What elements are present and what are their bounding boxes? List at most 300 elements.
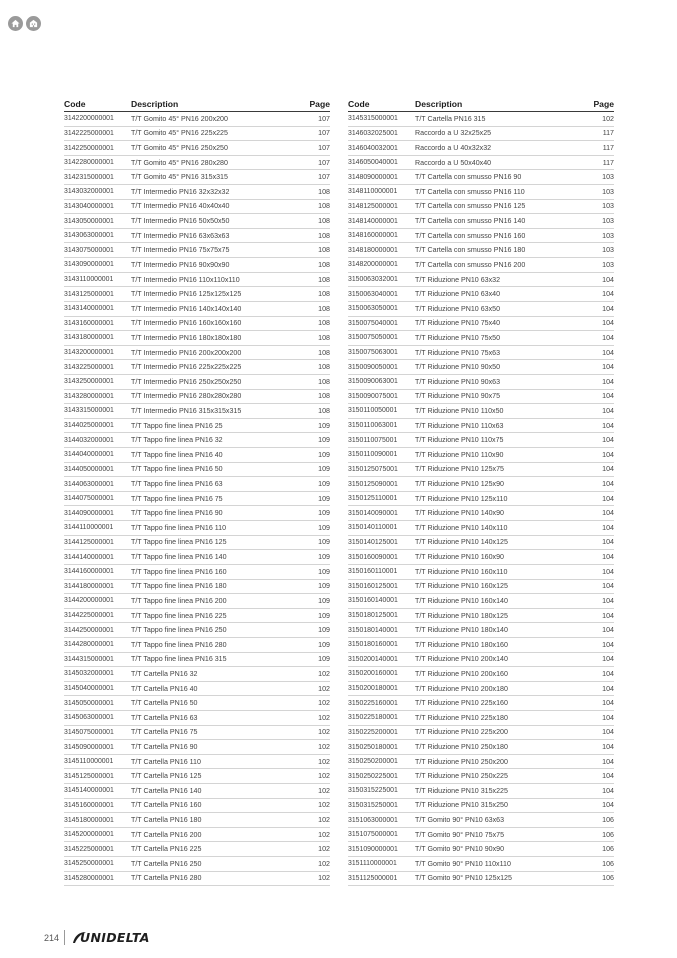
cell-page: 103 [585,228,614,243]
cell-description: T/T Cartella PN16 180 [131,813,301,828]
table-row [348,389,614,404]
cell-description: T/T Riduzione PN10 75x40 [415,316,585,331]
cell-description: T/T Intermedio PN16 280x280x280 [131,389,301,404]
cell-page: 104 [585,652,614,667]
table-row [348,243,614,258]
cell-description: T/T Cartella con smusso PN16 160 [415,228,585,243]
table-row [64,112,330,127]
cell-page: 104 [585,550,614,565]
table-row [64,462,330,477]
cell-description: T/T Cartella con smusso PN16 200 [415,258,585,273]
table-row [64,550,330,565]
table-header-row [348,97,614,112]
cell-description: T/T Gomito 90° PN10 90x90 [415,842,585,857]
cell-code: 3144125000001 [64,535,131,550]
cell-page: 104 [585,404,614,419]
cell-description: T/T Riduzione PN10 200x160 [415,667,585,682]
cell-code: 3150110063001 [348,418,415,433]
cell-description: T/T Cartella PN16 40 [131,681,301,696]
cell-page: 108 [301,185,330,200]
cell-description: T/T Tappo fine linea PN16 180 [131,579,301,594]
table-row [348,126,614,141]
table-row [348,404,614,419]
cell-code: 3150140110001 [348,521,415,536]
cell-description: Raccordo a U 32x25x25 [415,126,585,141]
table-row [64,521,330,536]
home-button[interactable] [8,16,23,31]
page-footer [44,930,150,945]
code-table-left [64,97,330,886]
table-row [64,857,330,872]
cell-description: T/T Gomito 45° PN16 280x280 [131,155,301,170]
table-row [348,360,614,375]
cell-page: 102 [301,842,330,857]
cell-page: 103 [585,243,614,258]
table-row [348,857,614,872]
cell-page: 117 [585,126,614,141]
table-row [348,345,614,360]
cell-description: T/T Tappo fine linea PN16 125 [131,535,301,550]
cell-page: 108 [301,404,330,419]
cell-description: T/T Gomito 45° PN16 250x250 [131,141,301,156]
table-row [348,608,614,623]
table-row [348,214,614,229]
cell-description: T/T Cartella con smusso PN16 180 [415,243,585,258]
table-row [348,827,614,842]
cell-description: T/T Riduzione PN10 200x140 [415,652,585,667]
table-row [348,871,614,886]
table-row [348,112,614,127]
cell-page: 107 [301,155,330,170]
cell-description: T/T Tappo fine linea PN16 225 [131,608,301,623]
table-row [64,170,330,185]
table-row [64,725,330,740]
table-row [64,842,330,857]
cell-page: 109 [301,652,330,667]
cell-code: 3143110000001 [64,272,131,287]
cell-page: 104 [585,667,614,682]
cell-code: 3150315225001 [348,784,415,799]
cell-code: 3150063050001 [348,301,415,316]
cell-description: T/T Intermedio PN16 250x250x250 [131,374,301,389]
cell-page: 104 [585,316,614,331]
table-row [64,141,330,156]
cell-description: T/T Riduzione PN10 250x225 [415,769,585,784]
cell-code: 3151075000001 [348,827,415,842]
table-row [64,506,330,521]
cell-code: 3143280000001 [64,389,131,404]
cell-description: T/T Riduzione PN10 200x180 [415,681,585,696]
table-row [64,272,330,287]
cell-page: 104 [585,784,614,799]
cell-code: 3145032000001 [64,667,131,682]
cell-description: T/T Intermedio PN16 90x90x90 [131,258,301,273]
cell-code: 3148140000001 [348,214,415,229]
cell-description: T/T Riduzione PN10 63x32 [415,272,585,287]
table-row [64,404,330,419]
cell-code: 3150160125001 [348,579,415,594]
cell-page: 104 [585,579,614,594]
cell-page: 104 [585,331,614,346]
cell-description: T/T Riduzione PN10 90x50 [415,360,585,375]
cell-description: T/T Intermedio PN16 225x225x225 [131,360,301,375]
table-row [64,477,330,492]
cell-code: 3151110000001 [348,857,415,872]
table-row [64,491,330,506]
cell-page: 108 [301,331,330,346]
table-row [64,681,330,696]
cell-code: 3145180000001 [64,813,131,828]
cell-code: 3144180000001 [64,579,131,594]
table-row [348,462,614,477]
cell-page: 108 [301,287,330,302]
cell-description: T/T Riduzione PN10 90x75 [415,389,585,404]
cell-description: T/T Riduzione PN10 63x40 [415,287,585,302]
table-row [348,681,614,696]
cell-code: 3150225180001 [348,710,415,725]
cell-description: T/T Cartella PN16 75 [131,725,301,740]
cell-code: 3150063040001 [348,287,415,302]
cell-code: 3150180125001 [348,608,415,623]
cell-code: 3150250200001 [348,754,415,769]
cell-description: T/T Cartella PN16 250 [131,857,301,872]
cell-page: 108 [301,258,330,273]
table-row [64,228,330,243]
cell-code: 3144040000001 [64,448,131,463]
cell-description: T/T Riduzione PN10 140x125 [415,535,585,550]
cell-description: T/T Riduzione PN10 225x200 [415,725,585,740]
table-row [348,433,614,448]
table-row [64,448,330,463]
cell-page: 103 [585,258,614,273]
cell-code: 3145075000001 [64,725,131,740]
table-row [348,316,614,331]
cell-code: 3143160000001 [64,316,131,331]
table-row [64,594,330,609]
cell-code: 3145160000001 [64,798,131,813]
cell-description: T/T Intermedio PN16 200x200x200 [131,345,301,360]
cell-code: 3150160090001 [348,550,415,565]
table-row [348,199,614,214]
cell-page: 108 [301,345,330,360]
cell-page: 104 [585,462,614,477]
cell-code: 3150075040001 [348,316,415,331]
cell-description: T/T Intermedio PN16 63x63x63 [131,228,301,243]
table-row [348,185,614,200]
building-icon [29,19,38,28]
cell-page: 109 [301,448,330,463]
cell-page: 102 [301,710,330,725]
cell-page: 109 [301,535,330,550]
cell-code: 3144050000001 [64,462,131,477]
cell-description: T/T Intermedio PN16 110x110x110 [131,272,301,287]
cell-code: 3150125075001 [348,462,415,477]
cell-page: 117 [585,155,614,170]
cell-description: T/T Gomito 45° PN16 200x200 [131,112,301,127]
cell-description: T/T Gomito 90° PN10 75x75 [415,827,585,842]
table-row [64,564,330,579]
page-number: 214 [44,932,60,943]
cell-code: 3145050000001 [64,696,131,711]
header-description: Description [131,97,301,112]
cell-description: T/T Riduzione PN10 125x90 [415,477,585,492]
cell-page: 104 [585,389,614,404]
cell-code: 3150315250001 [348,798,415,813]
cell-page: 108 [301,199,330,214]
cell-page: 107 [301,126,330,141]
cell-page: 102 [301,725,330,740]
cell-page: 106 [585,827,614,842]
cell-page: 103 [585,185,614,200]
table-row [348,579,614,594]
cell-description: T/T Riduzione PN10 110x90 [415,448,585,463]
cell-code: 3144200000001 [64,594,131,609]
cell-description: T/T Gomito 90° PN10 63x63 [415,813,585,828]
cell-description: T/T Tappo fine linea PN16 280 [131,637,301,652]
cell-page: 102 [585,112,614,127]
cell-code: 3150110075001 [348,433,415,448]
cell-code: 3143125000001 [64,287,131,302]
cell-page: 108 [301,243,330,258]
cell-page: 104 [585,608,614,623]
cell-description: T/T Tappo fine linea PN16 90 [131,506,301,521]
table-row [64,389,330,404]
cell-page: 106 [585,857,614,872]
cell-description: T/T Cartella PN16 32 [131,667,301,682]
cell-code: 3150063032001 [348,272,415,287]
cell-code: 3145110000001 [64,754,131,769]
cell-code: 3150200140001 [348,652,415,667]
cell-code: 3145040000001 [64,681,131,696]
cell-page: 117 [585,141,614,156]
cell-description: T/T Cartella PN16 315 [415,112,585,127]
cell-code: 3142280000001 [64,155,131,170]
cell-page: 104 [585,418,614,433]
cell-code: 3150225200001 [348,725,415,740]
table-row [348,594,614,609]
cell-code: 3143063000001 [64,228,131,243]
cell-page: 102 [301,798,330,813]
cell-description: Raccordo a U 50x40x40 [415,155,585,170]
table-row [348,740,614,755]
cell-description: T/T Riduzione PN10 180x125 [415,608,585,623]
cell-code: 3144250000001 [64,623,131,638]
cell-description: T/T Riduzione PN10 140x90 [415,506,585,521]
table-row [64,199,330,214]
table-body-right [348,112,614,886]
cell-description: T/T Riduzione PN10 250x180 [415,740,585,755]
cell-code: 3142315000001 [64,170,131,185]
table-row [64,710,330,725]
cell-code: 3145200000001 [64,827,131,842]
table-row [64,535,330,550]
header-page: Page [585,97,614,112]
table-row [64,331,330,346]
cell-page: 104 [585,637,614,652]
cell-description: T/T Cartella PN16 63 [131,710,301,725]
table-row [348,141,614,156]
cell-code: 3150160140001 [348,594,415,609]
cell-page: 109 [301,506,330,521]
cell-code: 3150110090001 [348,448,415,463]
cell-description: T/T Riduzione PN10 315x250 [415,798,585,813]
cell-page: 109 [301,477,330,492]
table-row [64,301,330,316]
cell-page: 104 [585,272,614,287]
building-button[interactable] [26,16,41,31]
cell-page: 104 [585,287,614,302]
cell-code: 3143225000001 [64,360,131,375]
cell-description: T/T Riduzione PN10 110x75 [415,433,585,448]
cell-code: 3144140000001 [64,550,131,565]
table-row [348,331,614,346]
cell-page: 102 [301,784,330,799]
cell-page: 104 [585,710,614,725]
cell-code: 3144025000001 [64,418,131,433]
cell-code: 3144075000001 [64,491,131,506]
cell-code: 3148160000001 [348,228,415,243]
cell-page: 107 [301,170,330,185]
cell-code: 3143032000001 [64,185,131,200]
cell-page: 109 [301,594,330,609]
table-row [348,784,614,799]
table-row [348,813,614,828]
table-row [64,667,330,682]
table-row [348,550,614,565]
table-row [348,448,614,463]
cell-code: 3150225160001 [348,696,415,711]
cell-description: T/T Tappo fine linea PN16 315 [131,652,301,667]
table-row [64,827,330,842]
cell-page: 104 [585,433,614,448]
cell-description: T/T Intermedio PN16 160x160x160 [131,316,301,331]
table-row [64,579,330,594]
cell-description: T/T Tappo fine linea PN16 40 [131,448,301,463]
cell-page: 104 [585,374,614,389]
cell-page: 102 [301,769,330,784]
table-body-left [64,112,330,886]
cell-page: 104 [585,754,614,769]
cell-code: 3144032000001 [64,433,131,448]
cell-code: 3144110000001 [64,521,131,536]
header-code: Code [348,97,415,112]
cell-page: 108 [301,316,330,331]
cell-description: T/T Tappo fine linea PN16 63 [131,477,301,492]
cell-description: T/T Tappo fine linea PN16 50 [131,462,301,477]
table-row [64,360,330,375]
cell-page: 104 [585,564,614,579]
table-row [348,667,614,682]
table-row [348,506,614,521]
table-row [64,316,330,331]
table-row [64,798,330,813]
cell-description: T/T Intermedio PN16 32x32x32 [131,185,301,200]
table-row [348,754,614,769]
logo-text: UNIDELTA [80,930,150,945]
cell-description: T/T Riduzione PN10 315x225 [415,784,585,799]
table-row [348,287,614,302]
table-row [64,813,330,828]
cell-code: 3150180160001 [348,637,415,652]
cell-code: 3150140090001 [348,506,415,521]
cell-description: T/T Gomito 45° PN16 315x315 [131,170,301,185]
cell-description: T/T Riduzione PN10 63x50 [415,301,585,316]
cell-code: 3143040000001 [64,199,131,214]
cell-page: 104 [585,740,614,755]
cell-description: T/T Cartella PN16 110 [131,754,301,769]
cell-page: 109 [301,623,330,638]
cell-page: 108 [301,228,330,243]
table-row [348,696,614,711]
cell-description: T/T Riduzione PN10 225x180 [415,710,585,725]
cell-page: 108 [301,389,330,404]
cell-page: 107 [301,141,330,156]
table-row [64,287,330,302]
table-row [348,637,614,652]
cell-code: 3148180000001 [348,243,415,258]
table-row [348,228,614,243]
table-row [64,784,330,799]
cell-page: 104 [585,725,614,740]
cell-code: 3145063000001 [64,710,131,725]
cell-description: T/T Cartella con smusso PN16 110 [415,185,585,200]
cell-description: T/T Cartella PN16 140 [131,784,301,799]
cell-page: 107 [301,112,330,127]
table-row [64,243,330,258]
cell-page: 109 [301,564,330,579]
cell-code: 3145225000001 [64,842,131,857]
cell-page: 108 [301,360,330,375]
cell-page: 102 [301,681,330,696]
cell-description: T/T Riduzione PN10 75x50 [415,331,585,346]
cell-description: T/T Intermedio PN16 40x40x40 [131,199,301,214]
cell-description: T/T Cartella PN16 50 [131,696,301,711]
table-row [64,374,330,389]
cell-code: 3150250180001 [348,740,415,755]
cell-page: 109 [301,579,330,594]
cell-code: 3146040032001 [348,141,415,156]
cell-page: 103 [585,214,614,229]
cell-code: 3144090000001 [64,506,131,521]
cell-description: T/T Cartella con smusso PN16 125 [415,199,585,214]
table-row [348,725,614,740]
cell-code: 3145315000001 [348,112,415,127]
table-row [64,696,330,711]
cell-description: T/T Tappo fine linea PN16 25 [131,418,301,433]
cell-page: 103 [585,170,614,185]
table-row [64,754,330,769]
table-row [64,740,330,755]
cell-page: 104 [585,506,614,521]
cell-description: T/T Riduzione PN10 250x200 [415,754,585,769]
cell-code: 3151125000001 [348,871,415,886]
cell-page: 102 [301,871,330,886]
table-row [348,418,614,433]
cell-code: 3143200000001 [64,345,131,360]
cell-description: T/T Riduzione PN10 225x160 [415,696,585,711]
code-table-right [348,97,614,886]
cell-description: T/T Gomito 45° PN16 225x225 [131,126,301,141]
cell-page: 104 [585,769,614,784]
cell-description: T/T Riduzione PN10 160x140 [415,594,585,609]
cell-description: T/T Tappo fine linea PN16 75 [131,491,301,506]
cell-description: T/T Gomito 90° PN10 125x125 [415,871,585,886]
cell-code: 3144160000001 [64,564,131,579]
cell-code: 3142250000001 [64,141,131,156]
cell-description: T/T Riduzione PN10 75x63 [415,345,585,360]
top-nav [8,16,41,31]
cell-description: T/T Intermedio PN16 50x50x50 [131,214,301,229]
